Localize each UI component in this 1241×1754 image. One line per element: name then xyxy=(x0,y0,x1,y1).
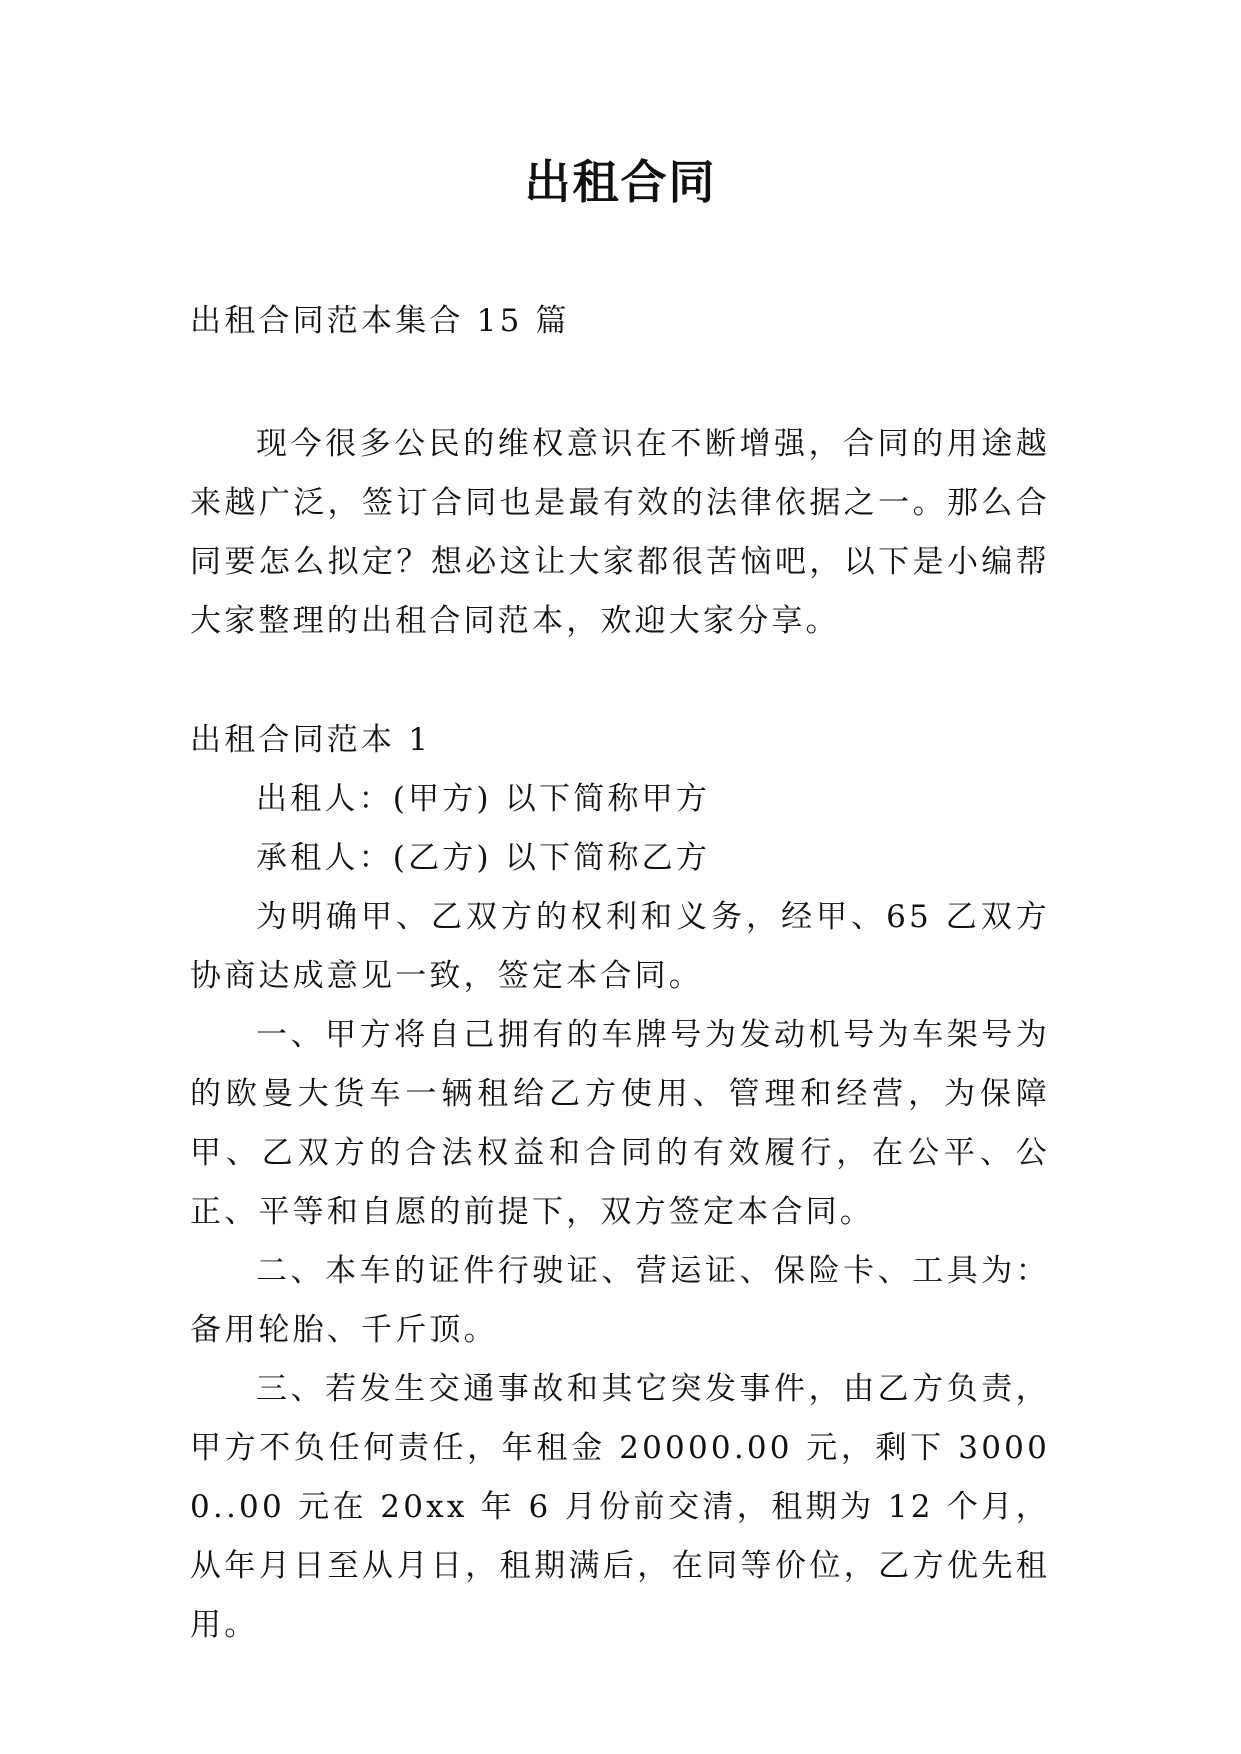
section-heading: 出租合同范本 1 xyxy=(190,722,432,758)
intro-paragraph: 现今很多公民的维权意识在不断增强，合同的用途越来越广泛，签订合同也是最有效的法律依据之一。那么合同要怎么拟定？想必这让大家都很苦恼吧，以下是小编帮大家整理的出租合同范本，欢迎大家分享。 xyxy=(190,426,1050,639)
document-subtitle: 出租合同范本集合 15 篇 xyxy=(190,303,570,339)
purpose-paragraph: 为明确甲、乙双方的权利和义务，经甲、65 乙双方协商达成意见一致，签定本合同。 xyxy=(190,899,1050,994)
document-title: 出租合同 xyxy=(524,155,717,209)
document-body xyxy=(190,292,1050,1655)
clause-1: 一、甲方将自己拥有的车牌号为发动机号为车架号为的欧曼大货车一辆租给乙方使用、管理和经营，为保障甲、乙双方的合法权益和合同的有效履行，在公平、公正、平等和自愿的前提下，双方签定本合同。 xyxy=(190,1017,1050,1230)
lessor-line: 出租人：(甲方) 以下简称甲方 xyxy=(256,781,711,817)
clause-2: 二、本车的证件行驶证、营运证、保险卡、工具为：备用轮胎、千斤顶。 xyxy=(190,1253,1050,1348)
lessee-line: 承租人：(乙方) 以下简称乙方 xyxy=(256,840,711,876)
clause-3: 三、若发生交通事故和其它突发事件，由乙方负责，甲方不负任何责任，年租金 20000.00 元，剩下 30000..00 元在 20xx 年 6 月份前交清，租期为 12 个月，从年月日至从月日，租期满后，在同等价位，乙方优先租用。 xyxy=(190,1371,1050,1643)
